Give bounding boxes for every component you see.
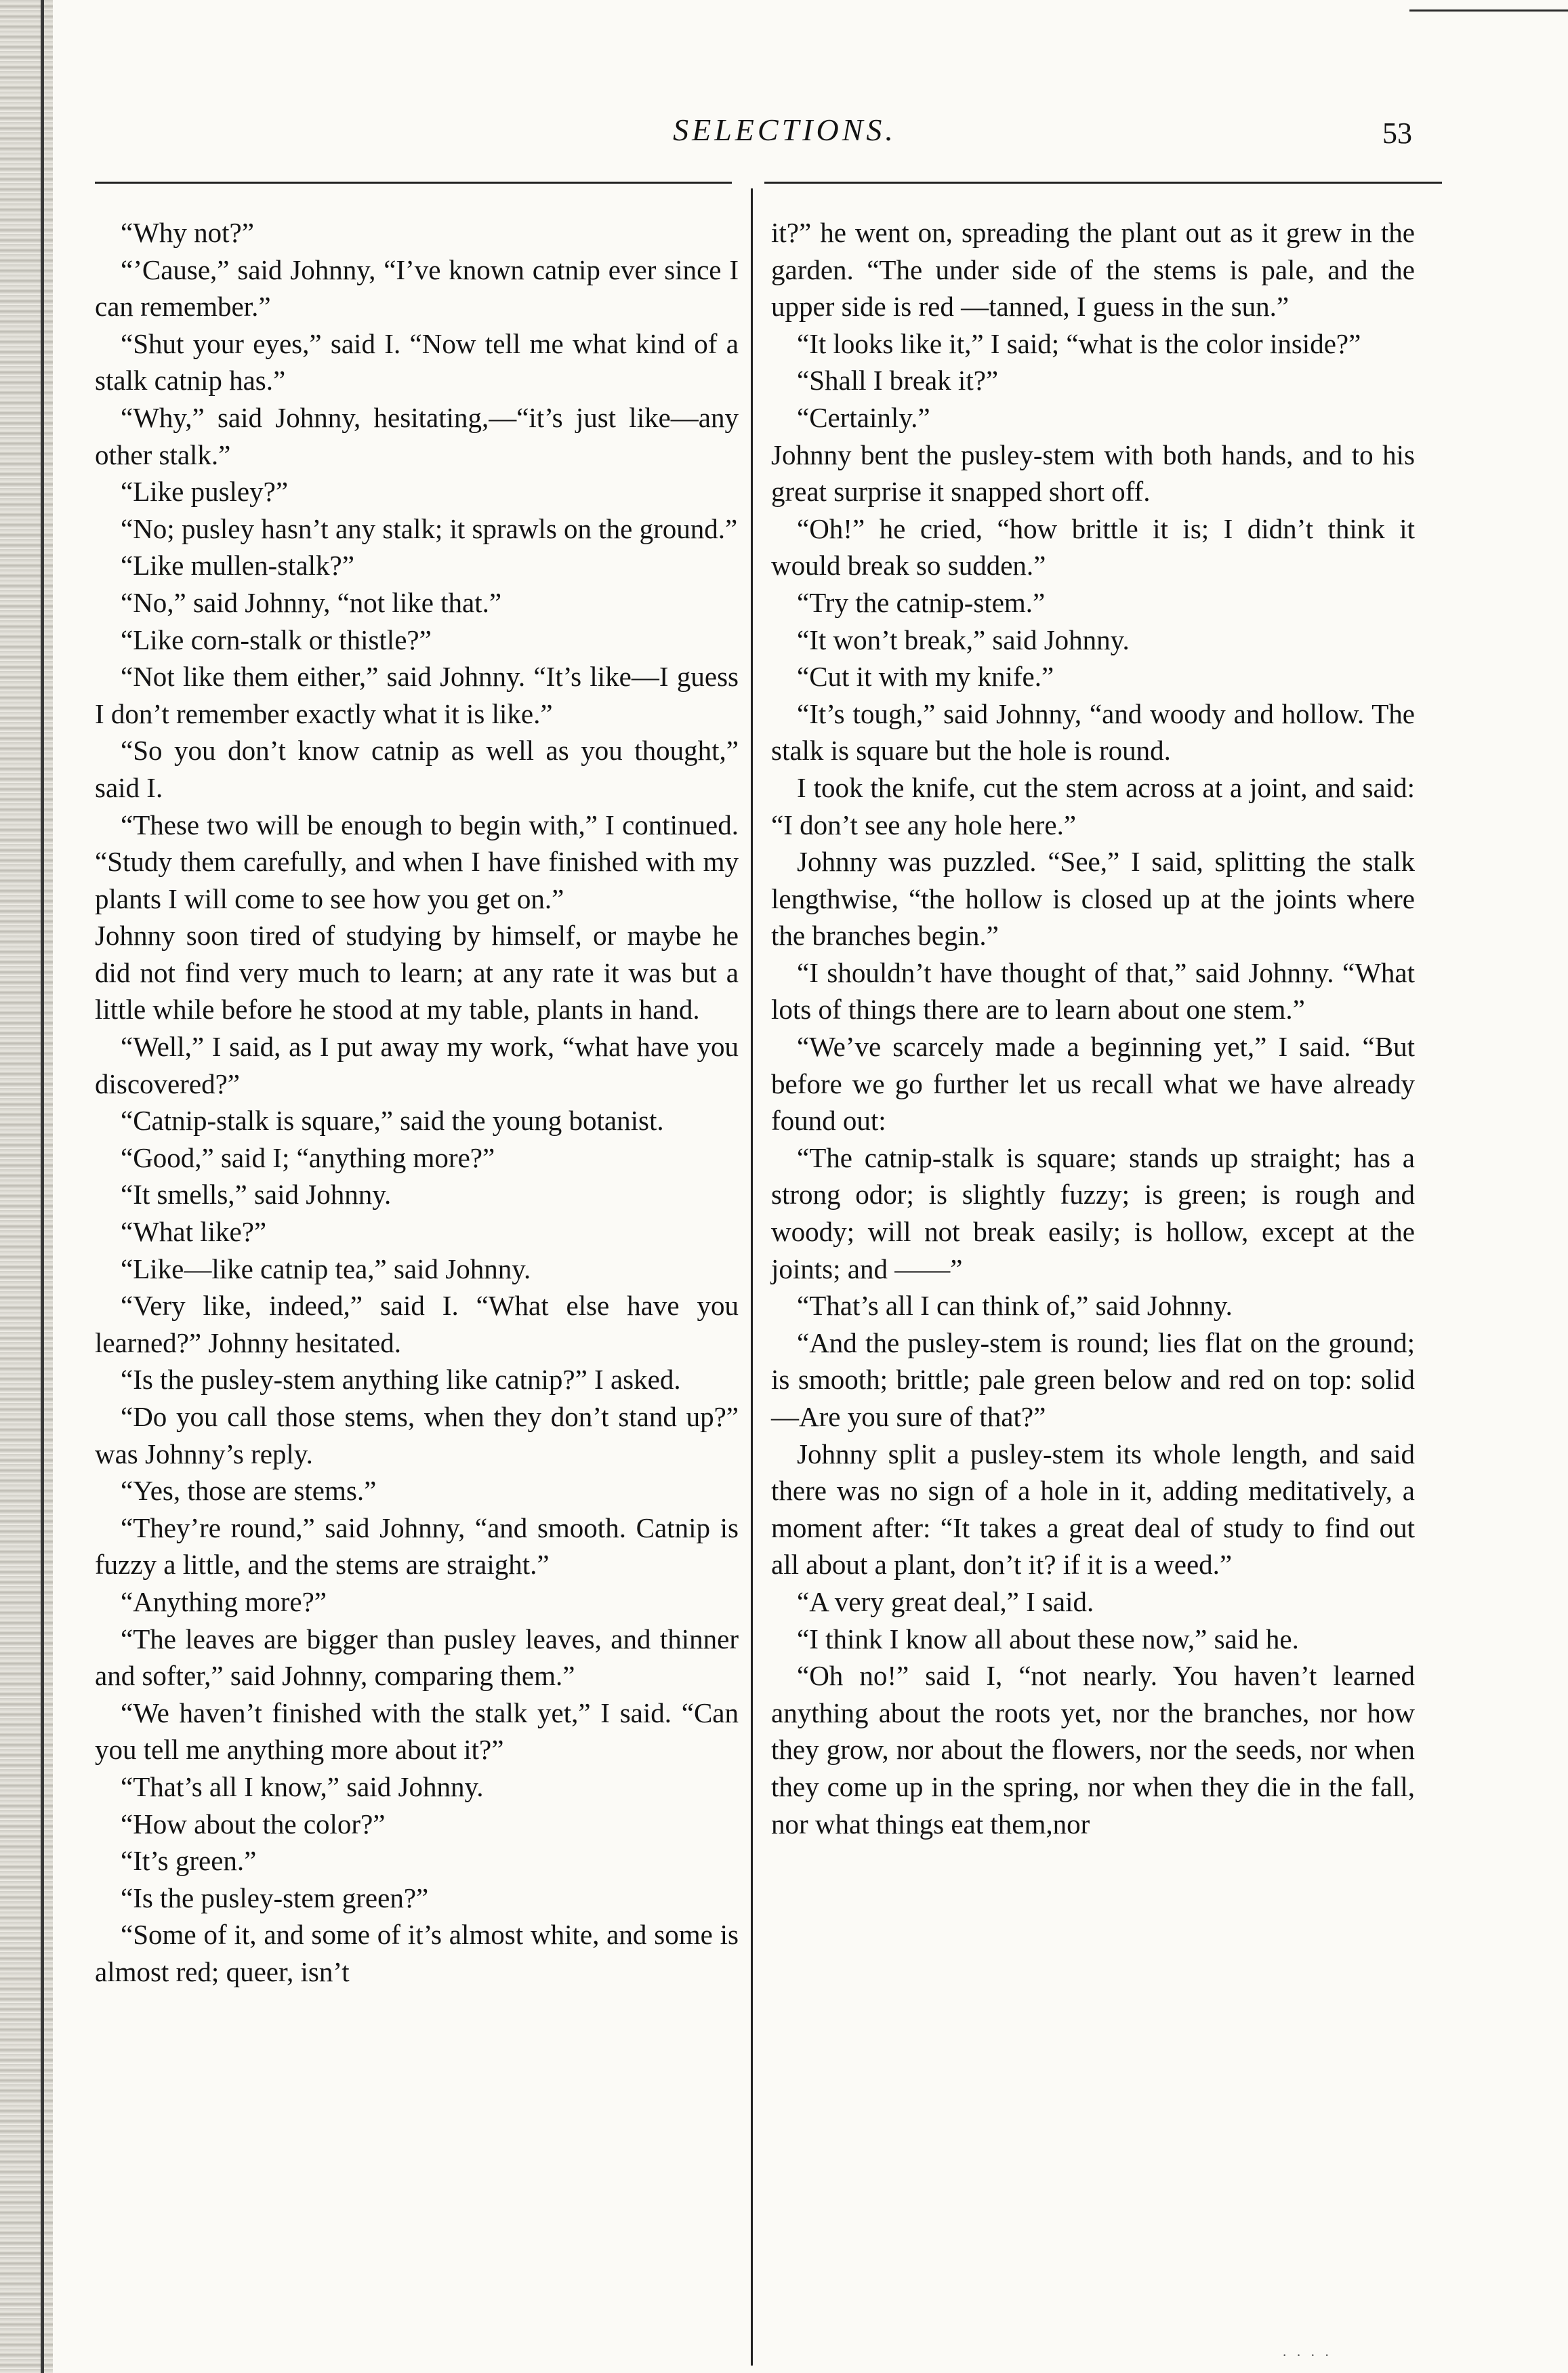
- paragraph: “It looks like it,” I said; “what is the color inside?”: [797, 327, 1361, 359]
- paragraph: “Is the pusley-stem green?”: [121, 1882, 429, 1913]
- paragraph: “We haven’t finished with the stalk yet,” I said. “Can you tell me anything more about it?”: [95, 1697, 739, 1766]
- paragraph: “It’s tough,” said Johnny, “and woody and hollow. The stalk is square but the hole is round.: [771, 697, 1415, 767]
- paragraph: “Like—like catnip tea,” said Johnny.: [121, 1253, 531, 1284]
- paragraph: I took the knife, cut the stem across at a joint, and said: “I don’t see any hole here.”: [771, 771, 1415, 840]
- paragraph: “It won’t break,” said Johnny.: [797, 624, 1130, 655]
- paragraph: “Certainly.”: [797, 401, 930, 433]
- paragraph: “These two will be enough to begin with,” I continued. “Study them carefully, and when I have finished with my plants I will come to see how you get on.”: [95, 809, 739, 914]
- paragraph: “Anything more?”: [121, 1585, 327, 1617]
- paragraph: “So you don’t know catnip as well as you thought,” said I.: [95, 735, 739, 803]
- paragraph: “Oh!” he cried, “how brittle it is; I didn’t think it would break so sudden.”: [771, 512, 1415, 582]
- paragraph: “They’re round,” said Johnny, “and smooth. Catnip is fuzzy a little, and the stems are straight.”: [95, 1512, 739, 1581]
- paragraph: “Like mullen-stalk?”: [121, 550, 354, 582]
- paragraph: “Is the pusley-stem anything like catnip?” I asked.: [121, 1364, 681, 1396]
- paragraph: “Well,” I said, as I put away my work, “what have you discovered?”: [95, 1031, 739, 1099]
- paragraph: “Shut your eyes,” said I. “Now tell me what kind of a stalk catnip has.”: [95, 327, 739, 397]
- header-rule-left: [95, 182, 732, 184]
- paragraph: “Not like them either,” said Johnny. “It’s like—I guess I don’t remember exactly what it is like.”: [95, 661, 739, 729]
- binding-line: [41, 0, 44, 2373]
- paragraph: “No; pusley hasn’t any stalk; it sprawls on the ground.”: [121, 512, 738, 544]
- paragraph: “That’s all I know,” said Johnny.: [121, 1770, 484, 1802]
- paragraph: “What like?”: [121, 1216, 267, 1248]
- paragraph: “And the pusley-stem is round; lies flat on the ground; is smooth; brittle; pale green below and red on top: solid—Are you sure of that?”: [771, 1326, 1415, 1432]
- paragraph: “Cut it with my knife.”: [797, 661, 1054, 693]
- paragraph: Johnny was puzzled. “See,” I said, splitting the stalk lengthwise, “the hollow is closed up at the joints where the branches begin.”: [771, 846, 1415, 952]
- paragraph: “Catnip-stalk is square,” said the young botanist.: [121, 1105, 664, 1137]
- top-edge-rule: [1409, 9, 1568, 12]
- paragraph: Johnny soon tired of studying by himself, or maybe he did not find very much to learn; at any rate it was but a little while before he stood at my table, plants in hand.: [95, 920, 739, 1026]
- page-number: 53: [1382, 117, 1412, 150]
- paragraph: “Like pusley?”: [121, 476, 289, 508]
- page-header: [0, 112, 1568, 159]
- paragraph: “Oh no!” said I, “not nearly. You haven’t learned anything about the roots yet, nor the branches, nor how they grow, nor about the flowers, nor the seeds, nor when they come up in the spring, nor when they die in the fall, nor what things eat them,nor: [771, 1660, 1415, 1840]
- paragraph: “How about the color?”: [121, 1808, 386, 1840]
- paragraph: “Try the catnip-stem.”: [797, 586, 1046, 618]
- paragraph: “Very like, indeed,” said I. “What else have you learned?” Johnny hesitated.: [95, 1290, 739, 1358]
- paragraph: it?” he went on, spreading the plant out as it grew in the garden. “The under side of the stems is pale, and the upper side is red —tanned, I guess in the sun.”: [771, 217, 1415, 323]
- paragraph: “Like corn-stalk or thistle?”: [121, 624, 432, 655]
- paragraph: “Why not?”: [121, 217, 254, 248]
- text-column-left: [95, 214, 739, 1991]
- column-divider: [751, 188, 753, 2366]
- paragraph: “A very great deal,” I said.: [797, 1585, 1094, 1617]
- paragraph: “Why,” said Johnny, hesitating,—“it’s just like—any other stalk.”: [95, 401, 739, 470]
- paragraph: “It smells,” said Johnny.: [121, 1179, 392, 1211]
- print-speck: · · · ·: [1282, 2347, 1332, 2364]
- paragraph: “It’s green.”: [121, 1845, 257, 1877]
- paragraph: “Shall I break it?”: [797, 365, 999, 397]
- paragraph: “We’ve scarcely made a beginning yet,” I said. “But before we go further let us recall what we have already found out:: [771, 1031, 1415, 1137]
- paragraph: “The catnip-stalk is square; stands up straight; has a strong odor; is slightly fuzzy; is green; is rough and woody; will not break easily; is hollow, except at the joints; and ——”: [771, 1141, 1415, 1284]
- running-title: SELECTIONS.: [673, 113, 896, 147]
- paragraph: Johnny split a pusley-stem its whole length, and said there was no sign of a hole in it, adding meditatively, a moment after: “It takes a great deal of study to find out all about a plant, don’t it? if it is a weed.”: [771, 1438, 1415, 1581]
- paragraph: “Some of it, and some of it’s almost white, and some is almost red; queer, isn’t: [95, 1919, 739, 1987]
- paragraph: “’Cause,” said Johnny, “I’ve known catnip ever since I can remember.”: [95, 253, 739, 323]
- paragraph: “Good,” said I; “anything more?”: [121, 1141, 495, 1173]
- paragraph: “That’s all I can think of,” said Johnny.: [797, 1290, 1233, 1322]
- text-column-right: [771, 214, 1415, 1842]
- paragraph: “Do you call those stems, when they don’t stand up?” was Johnny’s reply.: [95, 1401, 739, 1469]
- paragraph: “Yes, those are stems.”: [121, 1475, 377, 1507]
- paragraph: “No,” said Johnny, “not like that.”: [121, 586, 502, 618]
- paragraph: “I shouldn’t have thought of that,” said Johnny. “What lots of things there are to learn about one stem.”: [771, 956, 1415, 1026]
- paragraph: “The leaves are bigger than pusley leaves, and thinner and softer,” said Johnny, comparing them.”: [95, 1623, 739, 1692]
- paragraph: Johnny bent the pusley-stem with both hands, and to his great surprise it snapped short off.: [771, 439, 1415, 508]
- header-rule-right: [764, 182, 1442, 184]
- paragraph: “I think I know all about these now,” said he.: [797, 1623, 1299, 1655]
- book-spine-edge: [0, 0, 53, 2373]
